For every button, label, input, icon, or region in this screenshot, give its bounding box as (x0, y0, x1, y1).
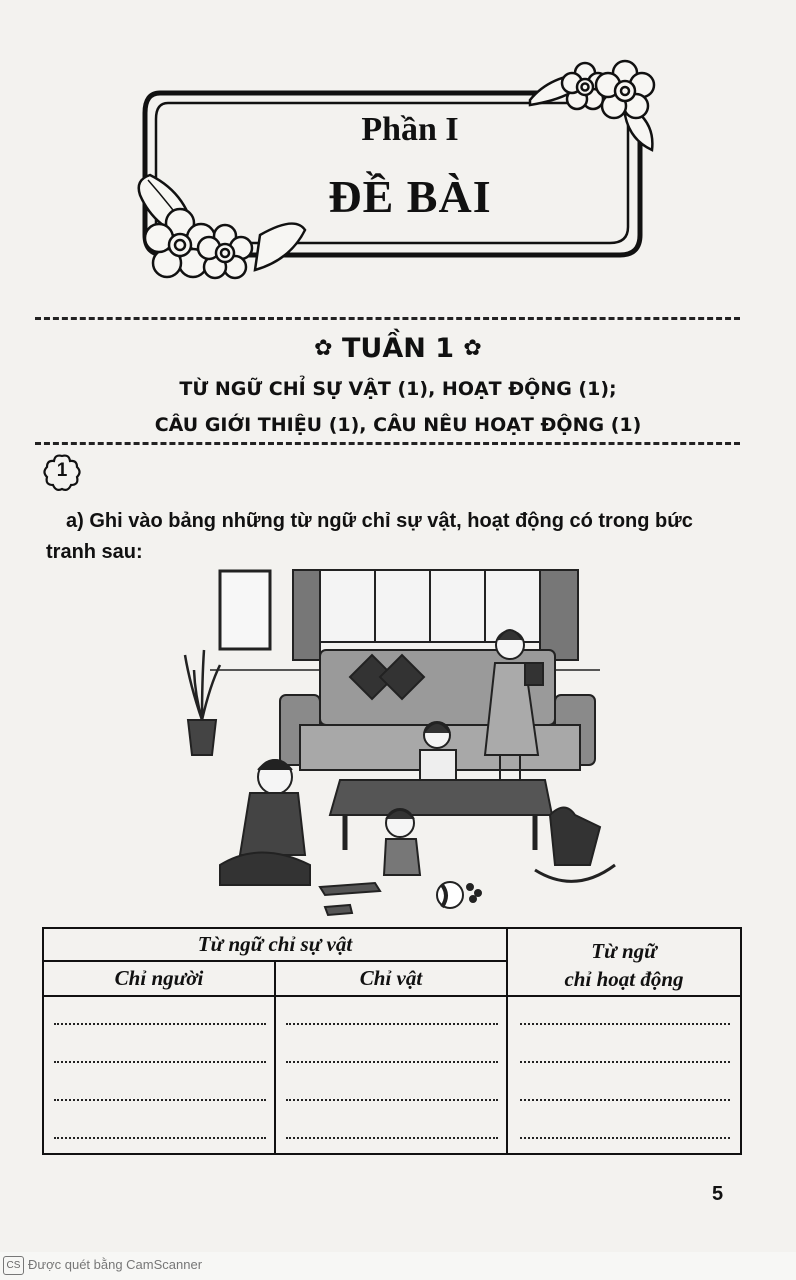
part-label: Phần I (361, 111, 459, 148)
answer-line-things[interactable] (286, 1077, 498, 1101)
answer-table (42, 927, 742, 1155)
table-divider (44, 995, 740, 997)
header-activity-line1: Từ ngữ (591, 939, 657, 963)
page-number: 5 (712, 1183, 724, 1205)
family-living-room-illustration (180, 565, 620, 925)
header-activity-line2: chỉ hoạt động (564, 967, 684, 991)
table-divider (44, 960, 506, 962)
part-title: ĐỀ BÀI (328, 171, 492, 222)
answer-line-activity[interactable] (520, 1077, 730, 1101)
answer-line-activity[interactable] (520, 1115, 730, 1139)
dashed-divider-bottom (35, 442, 740, 445)
exercise-number: 1 (56, 460, 68, 481)
flower-bullet-icon: ✿ (314, 336, 333, 361)
answer-line-people[interactable] (54, 1115, 266, 1139)
flower-decoration-right (530, 61, 654, 150)
scanner-watermark-text: Được quét bằng CamScanner (28, 1257, 203, 1272)
dashed-divider-top (35, 317, 740, 320)
header-noun-words: Từ ngữ chỉ sự vật (197, 932, 353, 956)
answer-line-people[interactable] (54, 1001, 266, 1025)
answer-line-people[interactable] (54, 1039, 266, 1063)
header-people: Chỉ người (114, 966, 204, 990)
header-things: Chỉ vật (359, 966, 423, 990)
flower-bullet-icon: ✿ (463, 336, 482, 361)
week-heading (0, 333, 796, 364)
exercise-question: a) Ghi vào bảng những từ ngữ chỉ sự vật, hoạt động có trong bức tranh sau: (46, 510, 693, 563)
answer-line-activity[interactable] (520, 1001, 730, 1025)
answer-line-things[interactable] (286, 1115, 498, 1139)
lesson-subtitle-line2: CÂU GIỚI THIỆU (1), CÂU NÊU HOẠT ĐỘNG (1) (154, 414, 642, 436)
answer-line-things[interactable] (286, 1039, 498, 1063)
camscanner-logo: CS (3, 1256, 24, 1275)
exercise-number-badge (42, 452, 82, 496)
answer-line-things[interactable] (286, 1001, 498, 1025)
week-title: TUẦN 1 (341, 333, 455, 364)
answer-line-activity[interactable] (520, 1039, 730, 1063)
lesson-subtitle-line1: TỪ NGỮ CHỈ SỰ VẬT (1), HOẠT ĐỘNG (1); (179, 378, 617, 400)
wall-picture-frame (220, 571, 270, 649)
answer-line-people[interactable] (54, 1077, 266, 1101)
